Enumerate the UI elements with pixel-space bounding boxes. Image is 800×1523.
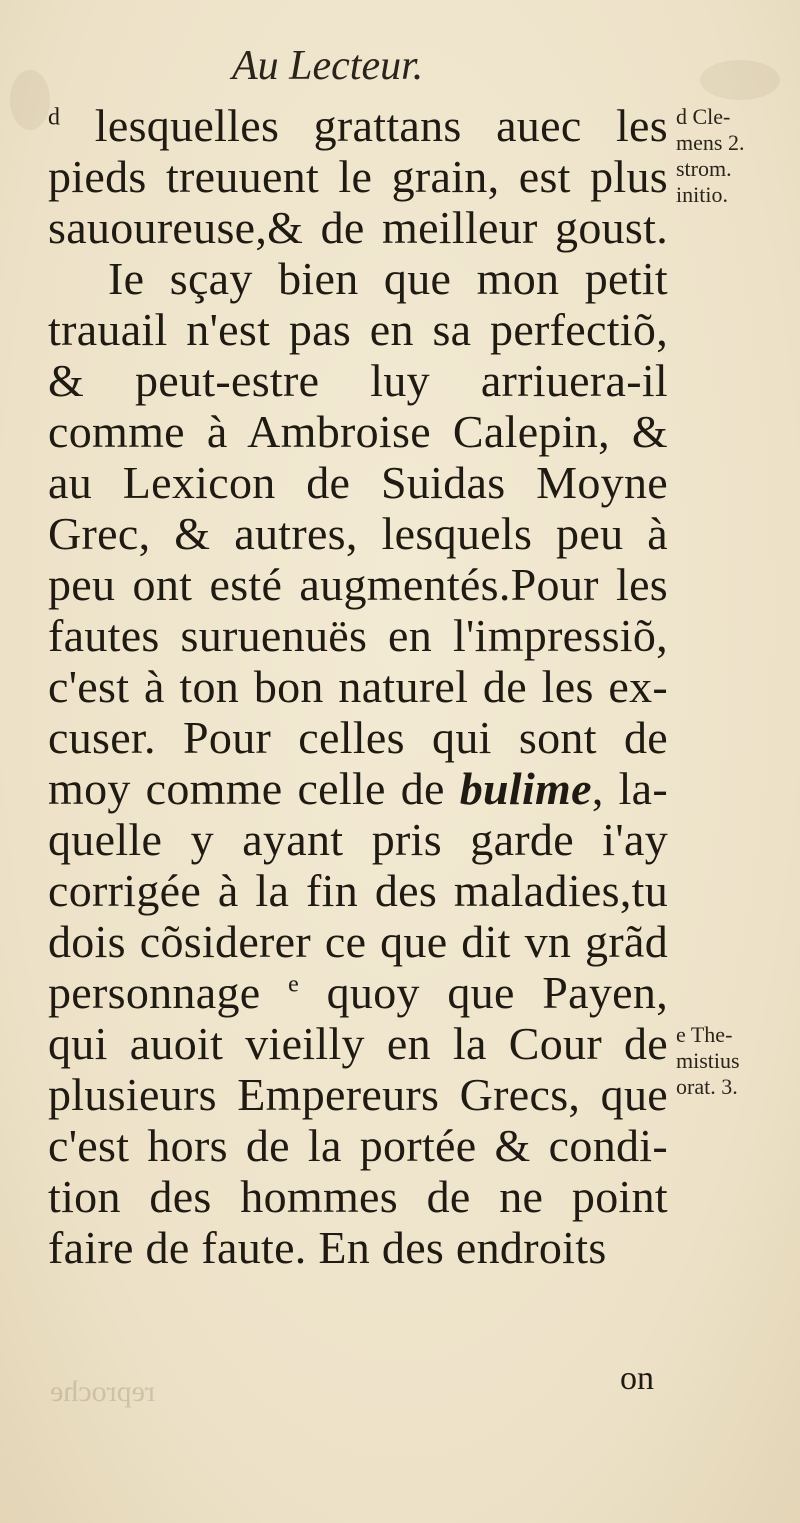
text-line xyxy=(48,763,668,814)
line-text: faire de faute. En des endroits xyxy=(48,1222,607,1273)
line-text: au Lexicon de Suidas Moyne xyxy=(48,457,668,508)
text-line xyxy=(48,151,668,202)
margin-note-line: d Cle- xyxy=(676,104,731,129)
line-text: personnage xyxy=(48,967,289,1018)
margin-note-line: mens 2. xyxy=(676,130,745,155)
line-text: tion des hommes de ne point xyxy=(48,1171,668,1222)
line-text: , la- xyxy=(591,763,669,814)
line-text: dois cõsiderer ce que dit vn grãd xyxy=(48,916,668,967)
text-line xyxy=(48,1222,668,1273)
line-text: trauail n'est pas en sa perfectiõ, xyxy=(48,304,668,355)
text-line xyxy=(48,865,668,916)
line-text: cuser. Pour celles qui sont de xyxy=(48,712,668,763)
text-line xyxy=(48,610,668,661)
line-text: quoy que Payen, xyxy=(299,967,668,1018)
text-line xyxy=(48,100,668,151)
line-text: fautes suruenuës en l'impressiõ, xyxy=(48,610,668,661)
line-text: corrigée à la fin des maladies,tu xyxy=(48,865,668,916)
bleed-through-text: reproche xyxy=(50,1375,155,1408)
text-line xyxy=(48,1120,668,1171)
line-text: plusieurs Empereurs Grecs, que xyxy=(48,1069,668,1120)
margin-note-line: mistius xyxy=(676,1048,740,1073)
running-header: Au Lecteur. xyxy=(232,43,424,89)
text-line xyxy=(48,202,668,253)
text-line xyxy=(48,712,668,763)
line-text: comme à Ambroise Calepin, & xyxy=(48,406,668,457)
margin-note-d xyxy=(676,104,796,208)
line-text: pieds treuuent le grain, est plus xyxy=(48,151,668,202)
emphasized-word: bulime xyxy=(459,763,592,814)
line-text: & peut-estre luy arriuera-il xyxy=(48,355,668,406)
line-text: qui auoit vieilly en la Cour de xyxy=(48,1018,668,1069)
text-line xyxy=(48,304,668,355)
text-line xyxy=(48,406,668,457)
margin-note-line: orat. 3. xyxy=(676,1074,738,1099)
text-line xyxy=(48,814,668,865)
catchword: on xyxy=(620,1360,654,1397)
line-text: moy comme celle de xyxy=(48,763,460,814)
stain xyxy=(10,70,50,130)
line-text: Ie sçay bien que mon petit xyxy=(108,253,668,304)
footnote-marker: e xyxy=(288,971,300,998)
line-text: lesquelles grattans auec les xyxy=(94,100,668,151)
text-line xyxy=(48,967,668,1018)
line-text: c'est à ton bon naturel de les ex- xyxy=(48,661,668,712)
margin-note-line: strom. xyxy=(676,156,732,181)
stain xyxy=(700,60,780,100)
text-line xyxy=(48,661,668,712)
text-line xyxy=(48,1069,668,1120)
text-line xyxy=(48,508,668,559)
margin-note-e xyxy=(676,1022,796,1100)
margin-note-line: e The- xyxy=(676,1022,733,1047)
text-line xyxy=(48,1018,668,1069)
text-line xyxy=(48,253,668,304)
text-line xyxy=(48,559,668,610)
line-text: sauoureuse,& de meilleur goust. xyxy=(48,202,668,253)
margin-note-line: initio. xyxy=(676,182,728,207)
text-line xyxy=(48,355,668,406)
line-text: Grec, & autres, lesquels peu à xyxy=(48,508,668,559)
footnote-marker: d xyxy=(48,104,61,131)
line-text: quelle y ayant pris garde i'ay xyxy=(48,814,668,865)
line-text: c'est hors de la portée & condi- xyxy=(48,1120,668,1171)
text-line xyxy=(48,1171,668,1222)
text-line xyxy=(48,916,668,967)
line-text: peu ont esté augmentés.Pour les xyxy=(48,559,668,610)
text-line xyxy=(48,457,668,508)
body-text xyxy=(48,100,668,1273)
